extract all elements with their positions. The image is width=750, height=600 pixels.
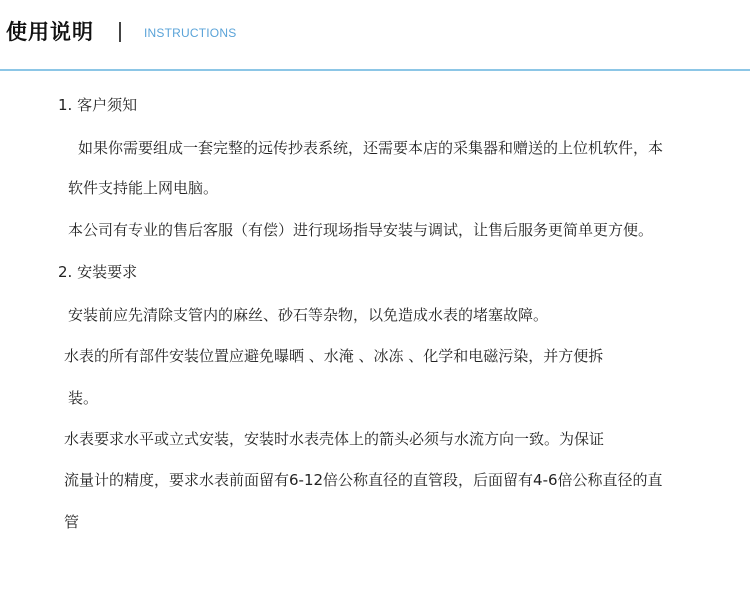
page-title: 使用说明 <box>6 20 94 44</box>
paragraph-line: 安装前应先清除支管内的麻丝、砂石等杂物，以免造成水表的堵塞故障。 <box>68 306 549 324</box>
section-heading-installation-requirements: 2. 安装要求 <box>58 263 138 281</box>
paragraph-line: 如果你需要组成一套完整的远传抄表系统，还需要本店的采集器和赠送的上位机软件，本 <box>78 139 664 157</box>
paragraph-line: 管 <box>64 513 80 531</box>
paragraph-line: 本公司有专业的售后客服（有偿）进行现场指导安装与调试，让售后服务更简单更方便。 <box>68 221 654 239</box>
paragraph-line: 软件支持能上网电脑。 <box>68 179 219 197</box>
header-divider <box>0 69 750 71</box>
page-subtitle: INSTRUCTIONS <box>144 26 237 40</box>
paragraph-line: 流量计的精度，要求水表前面留有6-12倍公称直径的直管段，后面留有4-6倍公称直径的直 <box>64 471 663 489</box>
title-separator <box>119 22 121 42</box>
paragraph-line: 装。 <box>68 389 99 407</box>
paragraph-line: 水表的所有部件安装位置应避免曝晒 、水淹 、冰冻 、化学和电磁污染，并方便拆 <box>64 347 604 365</box>
section-heading-customer-notice: 1. 客户须知 <box>58 96 138 114</box>
paragraph-line: 水表要求水平或立式安装，安装时水表壳体上的箭头必须与水流方向一致。为保证 <box>64 430 605 448</box>
page-header <box>0 0 750 72</box>
